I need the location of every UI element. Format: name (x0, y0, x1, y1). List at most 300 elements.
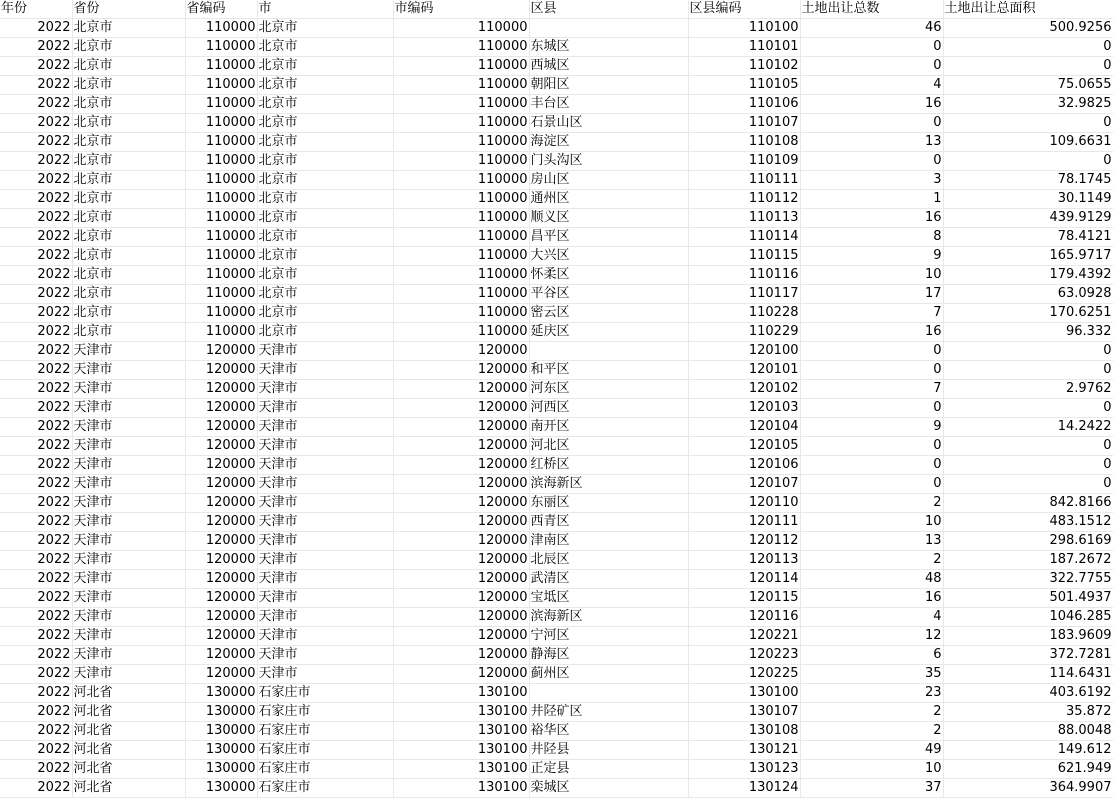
city-cell[interactable]: 天津市 (257, 494, 393, 513)
land-count-cell[interactable]: 23 (800, 684, 943, 703)
district-code-cell[interactable]: 120102 (688, 380, 800, 399)
city-cell[interactable]: 天津市 (257, 437, 393, 456)
district-code-cell[interactable]: 120110 (688, 494, 800, 513)
city-code-cell[interactable]: 120000 (393, 380, 529, 399)
province-code-cell[interactable]: 110000 (185, 190, 257, 209)
district-code-cell[interactable]: 110102 (688, 57, 800, 76)
city-cell[interactable]: 天津市 (257, 532, 393, 551)
district-code-cell[interactable]: 110116 (688, 266, 800, 285)
district-cell[interactable]: 裕华区 (529, 722, 688, 741)
land-area-cell[interactable]: 501.4937 (943, 589, 1113, 608)
province-code-cell[interactable]: 120000 (185, 475, 257, 494)
city-cell[interactable]: 北京市 (257, 285, 393, 304)
district-code-cell[interactable]: 110105 (688, 76, 800, 95)
city-code-cell[interactable]: 120000 (393, 399, 529, 418)
district-code-cell[interactable]: 110109 (688, 152, 800, 171)
land-count-cell[interactable]: 16 (800, 323, 943, 342)
land-count-cell[interactable]: 13 (800, 532, 943, 551)
province-code-cell[interactable]: 120000 (185, 513, 257, 532)
year-cell[interactable]: 2022 (0, 646, 72, 665)
district-code-cell[interactable]: 110100 (688, 19, 800, 38)
province-code-cell[interactable]: 120000 (185, 418, 257, 437)
land-area-cell[interactable]: 842.8166 (943, 494, 1113, 513)
province-cell[interactable]: 河北省 (72, 779, 185, 798)
province-code-cell[interactable]: 120000 (185, 380, 257, 399)
city-cell[interactable]: 天津市 (257, 665, 393, 684)
province-cell[interactable]: 天津市 (72, 589, 185, 608)
district-code-cell[interactable]: 110108 (688, 133, 800, 152)
year-cell[interactable]: 2022 (0, 570, 72, 589)
land-count-cell[interactable]: 10 (800, 513, 943, 532)
land-area-cell[interactable]: 78.4121 (943, 228, 1113, 247)
district-cell[interactable]: 北辰区 (529, 551, 688, 570)
province-cell[interactable]: 北京市 (72, 76, 185, 95)
land-count-cell[interactable]: 35 (800, 665, 943, 684)
city-cell[interactable]: 天津市 (257, 342, 393, 361)
city-cell[interactable]: 北京市 (257, 266, 393, 285)
land-area-cell[interactable]: 0 (943, 114, 1113, 133)
land-area-cell[interactable]: 621.949 (943, 760, 1113, 779)
province-code-cell[interactable]: 120000 (185, 665, 257, 684)
city-cell[interactable]: 北京市 (257, 95, 393, 114)
city-cell[interactable]: 天津市 (257, 399, 393, 418)
year-cell[interactable]: 2022 (0, 247, 72, 266)
year-cell[interactable]: 2022 (0, 152, 72, 171)
city-cell[interactable]: 天津市 (257, 627, 393, 646)
district-code-cell[interactable]: 130124 (688, 779, 800, 798)
district-code-cell[interactable]: 130107 (688, 703, 800, 722)
land-area-cell[interactable]: 75.0655 (943, 76, 1113, 95)
year-cell[interactable]: 2022 (0, 323, 72, 342)
city-code-cell[interactable]: 120000 (393, 608, 529, 627)
year-cell[interactable]: 2022 (0, 760, 72, 779)
district-code-cell[interactable]: 120112 (688, 532, 800, 551)
land-count-cell[interactable]: 16 (800, 209, 943, 228)
city-code-cell[interactable]: 110000 (393, 133, 529, 152)
province-cell[interactable]: 天津市 (72, 513, 185, 532)
province-cell[interactable]: 北京市 (72, 133, 185, 152)
province-cell[interactable]: 天津市 (72, 475, 185, 494)
land-count-cell[interactable]: 7 (800, 380, 943, 399)
land-area-cell[interactable]: 364.9907 (943, 779, 1113, 798)
province-cell[interactable]: 天津市 (72, 361, 185, 380)
province-code-cell[interactable]: 120000 (185, 627, 257, 646)
district-cell[interactable]: 井陉矿区 (529, 703, 688, 722)
province-cell[interactable]: 北京市 (72, 152, 185, 171)
city-cell[interactable]: 石家庄市 (257, 684, 393, 703)
land-area-cell[interactable]: 0 (943, 399, 1113, 418)
district-cell[interactable]: 津南区 (529, 532, 688, 551)
province-code-cell[interactable]: 130000 (185, 760, 257, 779)
district-cell[interactable]: 通州区 (529, 190, 688, 209)
province-cell[interactable]: 天津市 (72, 551, 185, 570)
city-cell[interactable]: 石家庄市 (257, 703, 393, 722)
land-area-cell[interactable]: 78.1745 (943, 171, 1113, 190)
province-code-cell[interactable]: 110000 (185, 247, 257, 266)
land-area-cell[interactable]: 96.332 (943, 323, 1113, 342)
land-area-cell[interactable]: 149.612 (943, 741, 1113, 760)
year-cell[interactable]: 2022 (0, 266, 72, 285)
district-cell[interactable]: 大兴区 (529, 247, 688, 266)
district-cell[interactable]: 栾城区 (529, 779, 688, 798)
year-cell[interactable]: 2022 (0, 456, 72, 475)
land-count-cell[interactable]: 0 (800, 57, 943, 76)
land-count-cell[interactable]: 2 (800, 494, 943, 513)
city-cell[interactable]: 石家庄市 (257, 722, 393, 741)
year-cell[interactable]: 2022 (0, 285, 72, 304)
province-code-cell[interactable]: 130000 (185, 684, 257, 703)
land-count-cell[interactable]: 0 (800, 342, 943, 361)
land-area-cell[interactable]: 114.6431 (943, 665, 1113, 684)
province-code-cell[interactable]: 120000 (185, 399, 257, 418)
city-code-cell[interactable]: 130100 (393, 760, 529, 779)
land-area-cell[interactable]: 30.1149 (943, 190, 1113, 209)
district-cell[interactable]: 滨海新区 (529, 475, 688, 494)
land-area-cell[interactable]: 0 (943, 342, 1113, 361)
district-cell[interactable]: 昌平区 (529, 228, 688, 247)
year-cell[interactable]: 2022 (0, 703, 72, 722)
province-cell[interactable]: 天津市 (72, 399, 185, 418)
land-area-cell[interactable]: 439.9129 (943, 209, 1113, 228)
province-code-cell[interactable]: 110000 (185, 171, 257, 190)
column-header[interactable]: 省份 (72, 0, 185, 19)
city-cell[interactable]: 北京市 (257, 247, 393, 266)
district-code-cell[interactable]: 120100 (688, 342, 800, 361)
year-cell[interactable]: 2022 (0, 209, 72, 228)
district-code-cell[interactable]: 120114 (688, 570, 800, 589)
district-code-cell[interactable]: 120116 (688, 608, 800, 627)
land-area-cell[interactable]: 170.6251 (943, 304, 1113, 323)
province-code-cell[interactable]: 110000 (185, 133, 257, 152)
land-count-cell[interactable]: 9 (800, 418, 943, 437)
city-cell[interactable]: 天津市 (257, 513, 393, 532)
district-code-cell[interactable]: 120111 (688, 513, 800, 532)
year-cell[interactable]: 2022 (0, 722, 72, 741)
city-code-cell[interactable]: 130100 (393, 741, 529, 760)
district-cell[interactable]: 和平区 (529, 361, 688, 380)
land-area-cell[interactable]: 187.2672 (943, 551, 1113, 570)
city-code-cell[interactable]: 110000 (393, 19, 529, 38)
land-area-cell[interactable]: 0 (943, 456, 1113, 475)
province-cell[interactable]: 北京市 (72, 38, 185, 57)
district-code-cell[interactable]: 130123 (688, 760, 800, 779)
city-code-cell[interactable]: 110000 (393, 95, 529, 114)
district-code-cell[interactable]: 110112 (688, 190, 800, 209)
city-code-cell[interactable]: 110000 (393, 190, 529, 209)
column-header[interactable]: 年份 (0, 0, 72, 19)
land-count-cell[interactable]: 2 (800, 722, 943, 741)
column-header[interactable]: 土地出让总面积 (943, 0, 1113, 19)
year-cell[interactable]: 2022 (0, 665, 72, 684)
province-code-cell[interactable]: 110000 (185, 76, 257, 95)
land-count-cell[interactable]: 16 (800, 95, 943, 114)
city-cell[interactable]: 天津市 (257, 418, 393, 437)
district-cell[interactable]: 武清区 (529, 570, 688, 589)
district-cell[interactable]: 朝阳区 (529, 76, 688, 95)
city-cell[interactable]: 天津市 (257, 475, 393, 494)
land-area-cell[interactable]: 372.7281 (943, 646, 1113, 665)
province-cell[interactable]: 北京市 (72, 171, 185, 190)
district-cell[interactable]: 河东区 (529, 380, 688, 399)
city-cell[interactable]: 石家庄市 (257, 741, 393, 760)
province-cell[interactable]: 天津市 (72, 437, 185, 456)
province-cell[interactable]: 河北省 (72, 760, 185, 779)
land-count-cell[interactable]: 4 (800, 608, 943, 627)
land-area-cell[interactable]: 63.0928 (943, 285, 1113, 304)
city-code-cell[interactable]: 120000 (393, 627, 529, 646)
district-code-cell[interactable]: 120103 (688, 399, 800, 418)
land-area-cell[interactable]: 298.6169 (943, 532, 1113, 551)
province-cell[interactable]: 北京市 (72, 266, 185, 285)
year-cell[interactable]: 2022 (0, 513, 72, 532)
year-cell[interactable]: 2022 (0, 190, 72, 209)
year-cell[interactable]: 2022 (0, 19, 72, 38)
year-cell[interactable]: 2022 (0, 342, 72, 361)
city-code-cell[interactable]: 120000 (393, 475, 529, 494)
city-code-cell[interactable]: 110000 (393, 323, 529, 342)
city-code-cell[interactable]: 120000 (393, 589, 529, 608)
province-cell[interactable]: 天津市 (72, 627, 185, 646)
city-cell[interactable]: 天津市 (257, 570, 393, 589)
land-area-cell[interactable]: 32.9825 (943, 95, 1113, 114)
column-header[interactable]: 省编码 (185, 0, 257, 19)
land-count-cell[interactable]: 2 (800, 703, 943, 722)
city-cell[interactable]: 石家庄市 (257, 779, 393, 798)
district-code-cell[interactable]: 110101 (688, 38, 800, 57)
province-cell[interactable]: 河北省 (72, 703, 185, 722)
district-code-cell[interactable]: 120113 (688, 551, 800, 570)
city-code-cell[interactable]: 120000 (393, 513, 529, 532)
land-area-cell[interactable]: 35.872 (943, 703, 1113, 722)
year-cell[interactable]: 2022 (0, 684, 72, 703)
land-count-cell[interactable]: 0 (800, 456, 943, 475)
district-cell[interactable]: 河北区 (529, 437, 688, 456)
city-cell[interactable]: 北京市 (257, 19, 393, 38)
province-cell[interactable]: 天津市 (72, 342, 185, 361)
land-count-cell[interactable]: 0 (800, 152, 943, 171)
province-code-cell[interactable]: 110000 (185, 19, 257, 38)
year-cell[interactable]: 2022 (0, 114, 72, 133)
land-area-cell[interactable]: 0 (943, 57, 1113, 76)
district-code-cell[interactable]: 110106 (688, 95, 800, 114)
district-cell[interactable]: 宝坻区 (529, 589, 688, 608)
year-cell[interactable]: 2022 (0, 418, 72, 437)
district-cell[interactable] (529, 684, 688, 703)
district-cell[interactable]: 顺义区 (529, 209, 688, 228)
land-area-cell[interactable]: 2.9762 (943, 380, 1113, 399)
year-cell[interactable]: 2022 (0, 95, 72, 114)
province-code-cell[interactable]: 120000 (185, 570, 257, 589)
city-code-cell[interactable]: 130100 (393, 779, 529, 798)
land-count-cell[interactable]: 17 (800, 285, 943, 304)
district-cell[interactable]: 平谷区 (529, 285, 688, 304)
city-cell[interactable]: 天津市 (257, 608, 393, 627)
year-cell[interactable]: 2022 (0, 741, 72, 760)
city-cell[interactable]: 北京市 (257, 171, 393, 190)
city-cell[interactable]: 天津市 (257, 646, 393, 665)
land-area-cell[interactable]: 500.9256 (943, 19, 1113, 38)
province-code-cell[interactable]: 120000 (185, 494, 257, 513)
land-area-cell[interactable]: 483.1512 (943, 513, 1113, 532)
year-cell[interactable]: 2022 (0, 627, 72, 646)
year-cell[interactable]: 2022 (0, 608, 72, 627)
province-code-cell[interactable]: 110000 (185, 152, 257, 171)
city-code-cell[interactable]: 110000 (393, 57, 529, 76)
city-code-cell[interactable]: 120000 (393, 494, 529, 513)
province-cell[interactable]: 北京市 (72, 209, 185, 228)
city-cell[interactable]: 北京市 (257, 190, 393, 209)
district-cell[interactable]: 滨海新区 (529, 608, 688, 627)
district-cell[interactable]: 宁河区 (529, 627, 688, 646)
city-code-cell[interactable]: 130100 (393, 722, 529, 741)
district-cell[interactable]: 怀柔区 (529, 266, 688, 285)
province-cell[interactable]: 北京市 (72, 285, 185, 304)
province-code-cell[interactable]: 110000 (185, 323, 257, 342)
district-cell[interactable]: 密云区 (529, 304, 688, 323)
land-area-cell[interactable]: 1046.285 (943, 608, 1113, 627)
city-code-cell[interactable]: 120000 (393, 532, 529, 551)
district-code-cell[interactable]: 120223 (688, 646, 800, 665)
city-cell[interactable]: 北京市 (257, 323, 393, 342)
year-cell[interactable]: 2022 (0, 76, 72, 95)
land-count-cell[interactable]: 37 (800, 779, 943, 798)
city-cell[interactable]: 北京市 (257, 38, 393, 57)
district-cell[interactable]: 正定县 (529, 760, 688, 779)
province-code-cell[interactable]: 120000 (185, 646, 257, 665)
land-count-cell[interactable]: 0 (800, 38, 943, 57)
district-cell[interactable]: 西青区 (529, 513, 688, 532)
district-cell[interactable]: 河西区 (529, 399, 688, 418)
column-header[interactable]: 市编码 (393, 0, 529, 19)
district-cell[interactable] (529, 19, 688, 38)
district-cell[interactable]: 东丽区 (529, 494, 688, 513)
city-cell[interactable]: 北京市 (257, 57, 393, 76)
city-cell[interactable]: 北京市 (257, 76, 393, 95)
land-count-cell[interactable]: 9 (800, 247, 943, 266)
column-header[interactable]: 区县编码 (688, 0, 800, 19)
city-code-cell[interactable]: 110000 (393, 114, 529, 133)
year-cell[interactable]: 2022 (0, 361, 72, 380)
city-code-cell[interactable]: 120000 (393, 570, 529, 589)
city-code-cell[interactable]: 130100 (393, 684, 529, 703)
land-count-cell[interactable]: 0 (800, 399, 943, 418)
district-code-cell[interactable]: 110117 (688, 285, 800, 304)
province-code-cell[interactable]: 110000 (185, 285, 257, 304)
year-cell[interactable]: 2022 (0, 304, 72, 323)
land-count-cell[interactable]: 12 (800, 627, 943, 646)
city-code-cell[interactable]: 120000 (393, 418, 529, 437)
land-area-cell[interactable]: 14.2422 (943, 418, 1113, 437)
district-code-cell[interactable]: 110113 (688, 209, 800, 228)
district-cell[interactable]: 丰台区 (529, 95, 688, 114)
city-code-cell[interactable]: 110000 (393, 285, 529, 304)
year-cell[interactable]: 2022 (0, 399, 72, 418)
province-code-cell[interactable]: 120000 (185, 589, 257, 608)
city-cell[interactable]: 天津市 (257, 551, 393, 570)
city-cell[interactable]: 北京市 (257, 228, 393, 247)
land-area-cell[interactable]: 179.4392 (943, 266, 1113, 285)
province-cell[interactable]: 北京市 (72, 323, 185, 342)
city-code-cell[interactable]: 110000 (393, 304, 529, 323)
province-code-cell[interactable]: 120000 (185, 437, 257, 456)
province-code-cell[interactable]: 120000 (185, 456, 257, 475)
district-cell[interactable]: 静海区 (529, 646, 688, 665)
land-area-cell[interactable]: 322.7755 (943, 570, 1113, 589)
province-code-cell[interactable]: 110000 (185, 209, 257, 228)
province-code-cell[interactable]: 120000 (185, 608, 257, 627)
province-cell[interactable]: 天津市 (72, 380, 185, 399)
district-code-cell[interactable]: 120115 (688, 589, 800, 608)
province-cell[interactable]: 北京市 (72, 228, 185, 247)
province-cell[interactable]: 北京市 (72, 114, 185, 133)
year-cell[interactable]: 2022 (0, 38, 72, 57)
district-cell[interactable]: 蓟州区 (529, 665, 688, 684)
province-cell[interactable]: 河北省 (72, 741, 185, 760)
district-code-cell[interactable]: 120225 (688, 665, 800, 684)
district-cell[interactable] (529, 342, 688, 361)
district-code-cell[interactable]: 110107 (688, 114, 800, 133)
city-cell[interactable]: 天津市 (257, 361, 393, 380)
district-code-cell[interactable]: 110111 (688, 171, 800, 190)
city-code-cell[interactable]: 120000 (393, 646, 529, 665)
land-count-cell[interactable]: 46 (800, 19, 943, 38)
year-cell[interactable]: 2022 (0, 532, 72, 551)
province-code-cell[interactable]: 110000 (185, 114, 257, 133)
district-cell[interactable]: 石景山区 (529, 114, 688, 133)
land-count-cell[interactable]: 16 (800, 589, 943, 608)
district-cell[interactable]: 延庆区 (529, 323, 688, 342)
column-header[interactable]: 区县 (529, 0, 688, 19)
province-code-cell[interactable]: 130000 (185, 779, 257, 798)
district-code-cell[interactable]: 120221 (688, 627, 800, 646)
province-code-cell[interactable]: 130000 (185, 722, 257, 741)
province-cell[interactable]: 天津市 (72, 418, 185, 437)
land-area-cell[interactable]: 403.6192 (943, 684, 1113, 703)
province-code-cell[interactable]: 110000 (185, 95, 257, 114)
district-code-cell[interactable]: 110228 (688, 304, 800, 323)
city-cell[interactable]: 北京市 (257, 152, 393, 171)
district-cell[interactable]: 房山区 (529, 171, 688, 190)
year-cell[interactable]: 2022 (0, 551, 72, 570)
city-cell[interactable]: 天津市 (257, 589, 393, 608)
province-code-cell[interactable]: 110000 (185, 266, 257, 285)
land-count-cell[interactable]: 2 (800, 551, 943, 570)
city-code-cell[interactable]: 110000 (393, 228, 529, 247)
district-cell[interactable]: 海淀区 (529, 133, 688, 152)
district-code-cell[interactable]: 120107 (688, 475, 800, 494)
year-cell[interactable]: 2022 (0, 589, 72, 608)
city-cell[interactable]: 天津市 (257, 380, 393, 399)
city-cell[interactable]: 天津市 (257, 456, 393, 475)
land-count-cell[interactable]: 0 (800, 114, 943, 133)
year-cell[interactable]: 2022 (0, 57, 72, 76)
land-area-cell[interactable]: 165.9717 (943, 247, 1113, 266)
year-cell[interactable]: 2022 (0, 779, 72, 798)
district-code-cell[interactable]: 130100 (688, 684, 800, 703)
city-code-cell[interactable]: 120000 (393, 665, 529, 684)
province-code-cell[interactable]: 110000 (185, 57, 257, 76)
district-code-cell[interactable]: 110114 (688, 228, 800, 247)
province-cell[interactable]: 北京市 (72, 57, 185, 76)
province-cell[interactable]: 北京市 (72, 190, 185, 209)
city-code-cell[interactable]: 120000 (393, 342, 529, 361)
year-cell[interactable]: 2022 (0, 494, 72, 513)
year-cell[interactable]: 2022 (0, 475, 72, 494)
district-code-cell[interactable]: 120104 (688, 418, 800, 437)
year-cell[interactable]: 2022 (0, 380, 72, 399)
province-cell[interactable]: 北京市 (72, 95, 185, 114)
land-count-cell[interactable]: 3 (800, 171, 943, 190)
